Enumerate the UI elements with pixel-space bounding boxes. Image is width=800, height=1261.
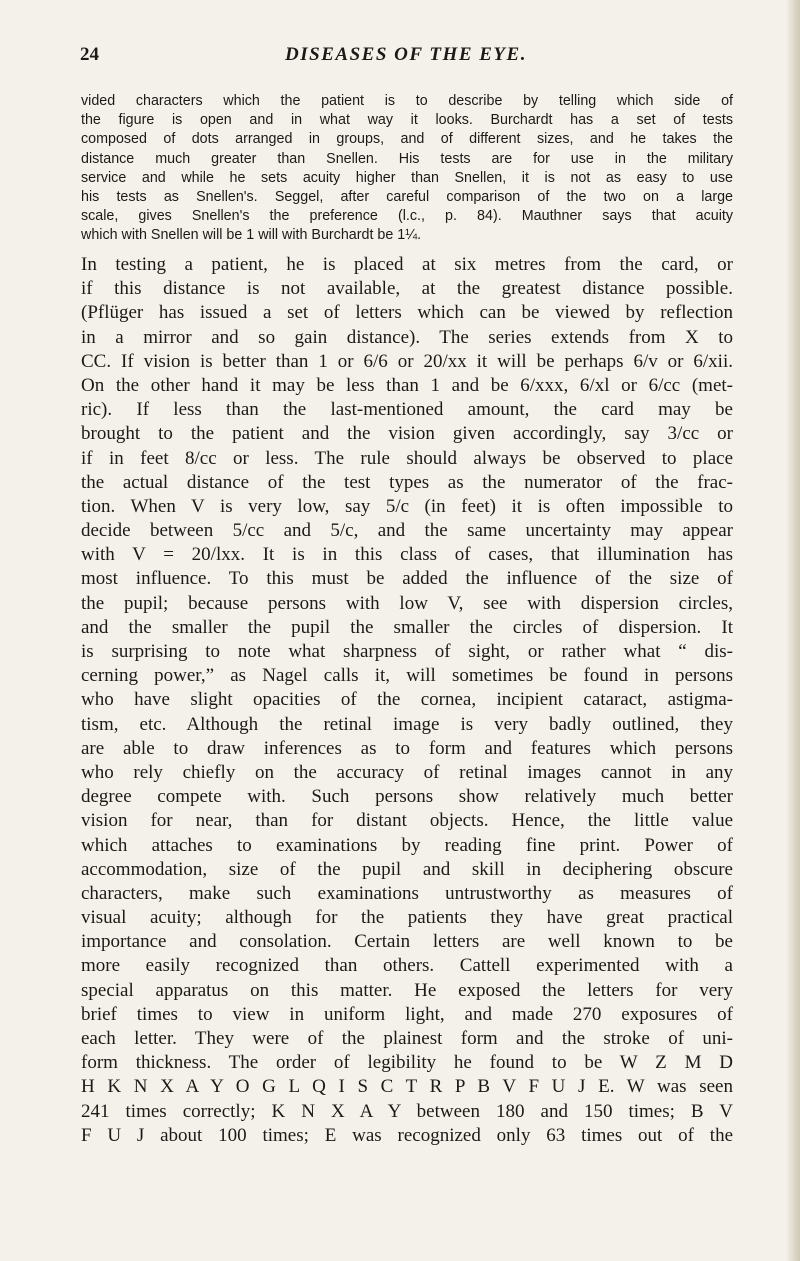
text-line: (Pflüger has issued a set of letters which can be viewed by reflection: [81, 302, 733, 324]
text-line: with V = 20/lxx. It is in this class of cases, that illumination has: [81, 544, 733, 566]
text-line: tism, etc. Although the retinal image is very badly outlined, they: [81, 713, 733, 735]
text-line: his tests as Snellen's. Seggel, after careful comparison of the two on a large: [81, 188, 733, 205]
page-header: [80, 44, 732, 74]
small-print-paragraph: [81, 92, 733, 246]
page-edge-shadow: [786, 0, 800, 1261]
text-line: is surprising to note what sharpness of sight, or rather what “ dis-: [81, 641, 733, 662]
text-line: visual acuity; although for the patients they have great practical: [81, 907, 733, 929]
text-line: decide between 5/cc and 5/c, and the same uncertainty may appear: [81, 520, 733, 542]
text-line: which with Snellen will be 1 will with Burchardt be 1¼.: [81, 227, 422, 244]
text-line: the pupil; because persons with low V, see with dispersion circles,: [81, 592, 733, 614]
text-line: brief times to view in uniform light, and made 270 exposures of: [81, 1003, 733, 1025]
text-line: CC. If vision is better than 1 or 6/6 or 20/xx it will be perhaps 6/v or 6/xii.: [81, 350, 733, 372]
text-line: which attaches to examinations by reading fine print. Power of: [81, 834, 733, 856]
main-paragraph: [81, 253, 733, 1148]
text-line: and the smaller the pupil the smaller the circles of dispersion. It: [81, 616, 733, 638]
text-line: accommodation, size of the pupil and skill in deciphering obscure: [81, 858, 733, 880]
text-line: each letter. They were of the plainest form and the stroke of uni-: [81, 1028, 733, 1049]
text-line: the actual distance of the test types as the numerator of the frac-: [81, 471, 733, 493]
text-line: brought to the patient and the vision given accordingly, say 3/cc or: [81, 423, 733, 445]
text-line: who rely chiefly on the accuracy of retinal images cannot in any: [81, 761, 733, 783]
text-line: distance much greater than Snellen. His tests are for use in the military: [81, 150, 733, 167]
text-line: tion. When V is very low, say 5/c (in feet) it is often impossible to: [81, 495, 733, 517]
text-line: who have slight opacities of the cornea, incipient cataract, astigma-: [81, 689, 733, 711]
text-line: cerning power,” as Nagel calls it, will sometimes be found in persons: [81, 665, 733, 687]
text-line: service and while he sets acuity higher than Snellen, it is not as easy to use: [81, 169, 733, 186]
text-line: more easily recognized than others. Cattell experimented with a: [81, 955, 733, 977]
text-line: In testing a patient, he is placed at six metres from the card, or: [81, 254, 733, 275]
text-line: ric). If less than the last-mentioned amount, the card may be: [81, 399, 733, 421]
text-line: special apparatus on this matter. He exposed the letters for very: [81, 979, 733, 1001]
text-line: if in feet 8/cc or less. The rule should always be observed to place: [81, 447, 733, 469]
text-line: On the other hand it may be less than 1 and be 6/xxx, 6/xl or 6/cc (met-: [81, 374, 733, 396]
text-line: vision for near, than for distant objects. Hence, the little value: [81, 810, 733, 832]
text-line: degree compete with. Such persons show relatively much better: [81, 786, 733, 808]
text-line: H K N X A Y O G L Q I S C T R P B V F U J E. W was seen: [81, 1076, 733, 1098]
text-line: in a mirror and so gain distance). The series extends from X to: [81, 326, 733, 348]
text-line: importance and consolation. Certain letters are well known to be: [81, 931, 733, 953]
text-line: F U J about 100 times; E was recognized only 63 times out of the: [81, 1124, 733, 1146]
text-line: composed of dots arranged in groups, and of different sizes, and he takes the: [81, 131, 733, 148]
text-line: if this distance is not available, at the greatest distance possible.: [81, 278, 733, 300]
text-line: the figure is open and in what way it looks. Burchardt has a set of tests: [81, 112, 733, 129]
text-line: form thickness. The order of legibility he found to be W Z M D: [81, 1052, 733, 1074]
running-title: DISEASES OF THE EYE.: [285, 44, 527, 65]
text-line: scale, gives Snellen's the preference (l.c., p. 84). Mauthner says that acuity: [81, 208, 733, 225]
text-line: 241 times correctly; K N X A Y between 180 and 150 times; B V: [81, 1100, 733, 1122]
text-line: characters, make such examinations untrustworthy as measures of: [81, 882, 733, 904]
page-number: 24: [80, 44, 99, 65]
text-line: are able to draw inferences as to form and features which persons: [81, 737, 733, 759]
text-line: vided characters which the patient is to describe by telling which side of: [81, 93, 733, 109]
text-line: most influence. To this must be added the influence of the size of: [81, 568, 733, 590]
